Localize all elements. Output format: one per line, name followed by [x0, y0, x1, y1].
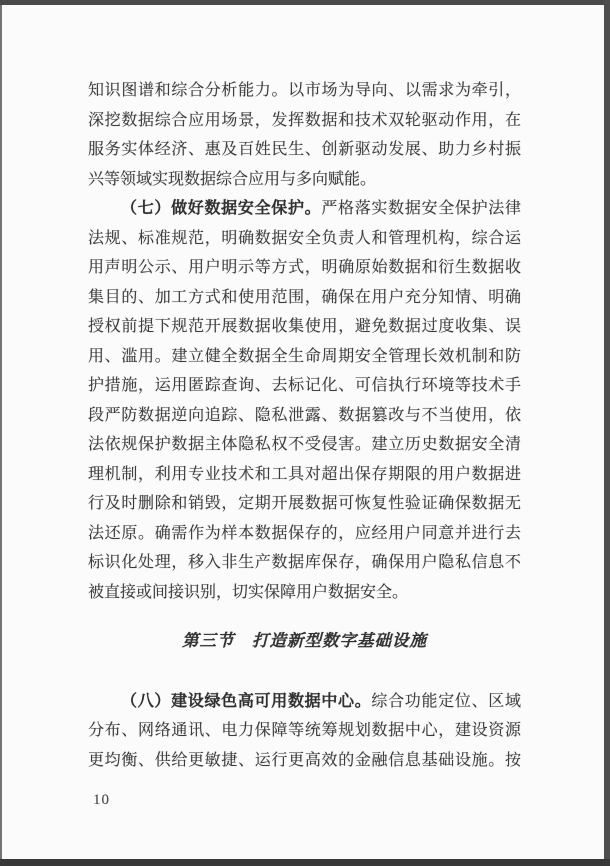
text-line — [88, 371, 521, 401]
text-line — [88, 165, 521, 195]
text-line — [88, 283, 521, 313]
line-text: 知识图谱和综合分析能力。以市场为导向、以需求为牵引， — [88, 82, 521, 99]
scan-edge-right — [604, 0, 610, 866]
page-number: 10 — [93, 792, 110, 808]
line-text: 用、滥用。建立健全数据全生命周期安全管理长效机制和防 — [88, 347, 521, 365]
text-line — [88, 76, 521, 106]
text-line — [88, 401, 521, 431]
line-text: 护措施，运用匿踪查询、去标记化、可信执行环境等技术手 — [88, 377, 521, 394]
text-line — [88, 548, 521, 578]
text-line — [88, 489, 521, 519]
paragraph — [88, 194, 521, 607]
scan-edge-bottom — [0, 859, 610, 866]
line-text: 严格落实数据安全保护法律 — [321, 200, 521, 217]
text-line — [88, 746, 521, 776]
text-line — [88, 224, 521, 254]
scan-edge-top — [0, 0, 610, 5]
bold-lead-sentence: （八）建设绿色高可用数据中心。 — [121, 692, 372, 710]
paragraph — [88, 76, 521, 194]
line-text: 法还原。确需作为样本数据保存的，应经用户同意并进行去 — [88, 524, 521, 542]
text-line — [88, 135, 521, 165]
line-text: 用声明公示、用户明示等方式，明确原始数据和衍生数据收 — [88, 259, 521, 276]
line-text: 法规、标准规范，明确数据安全负责人和管理机构，综合运 — [88, 229, 521, 247]
scan-edge-left — [0, 5, 2, 859]
line-text: 被直接或间接识别，切实保障用户数据安全。 — [88, 583, 409, 601]
line-text: 理机制，利用专业技术和工具对超出保存期限的用户数据进 — [88, 465, 521, 483]
line-text: 授权前提下规范开展数据收集使用，避免数据过度收集、误 — [88, 318, 521, 335]
line-text: 集目的、加工方式和使用范围，确保在用户充分知情、明确 — [88, 288, 521, 306]
text-block — [88, 76, 521, 775]
text-line — [88, 716, 521, 746]
text-line — [88, 342, 521, 372]
line-text: 更均衡、供给更敏捷、运行更高效的金融信息基础设施。按 — [88, 751, 521, 769]
text-line — [88, 578, 521, 608]
line-text: 兴等领域实现数据综合应用与多向赋能。 — [88, 170, 377, 188]
text-line — [88, 519, 521, 549]
line-text: 法依规保护数据主体隐私权不受侵害。建立历史数据安全清 — [88, 436, 521, 453]
text-line — [88, 312, 521, 342]
bold-lead-sentence: （七）做好数据安全保护。 — [121, 200, 322, 217]
text-line — [88, 194, 521, 224]
line-text: 深挖数据综合应用场景，发挥数据和技术双轮驱动作用，在 — [88, 111, 521, 129]
text-line — [88, 687, 521, 717]
text-line — [88, 430, 521, 460]
line-text: 行及时删除和销毁，定期开展数据可恢复性验证确保数据无 — [88, 495, 521, 512]
text-line — [88, 253, 521, 283]
section-heading: 第三节 打造新型数字基础设施 — [182, 631, 427, 650]
line-text: 段严防数据逆向追踪、隐私泄露、数据篡改与不当使用，依 — [88, 406, 521, 424]
text-line — [88, 106, 521, 136]
text-line — [88, 460, 521, 490]
line-text: 分布、网络通讯、电力保障等统筹规划数据中心，建设资源 — [88, 722, 521, 739]
line-text: 综合功能定位、区域 — [371, 692, 521, 710]
line-text: 服务实体经济、惠及百姓民生、创新驱动发展、助力乡村振 — [88, 141, 521, 158]
paragraph — [88, 687, 521, 776]
line-text: 标识化处理，移入非生产数据库保存，确保用户隐私信息不 — [88, 554, 521, 571]
